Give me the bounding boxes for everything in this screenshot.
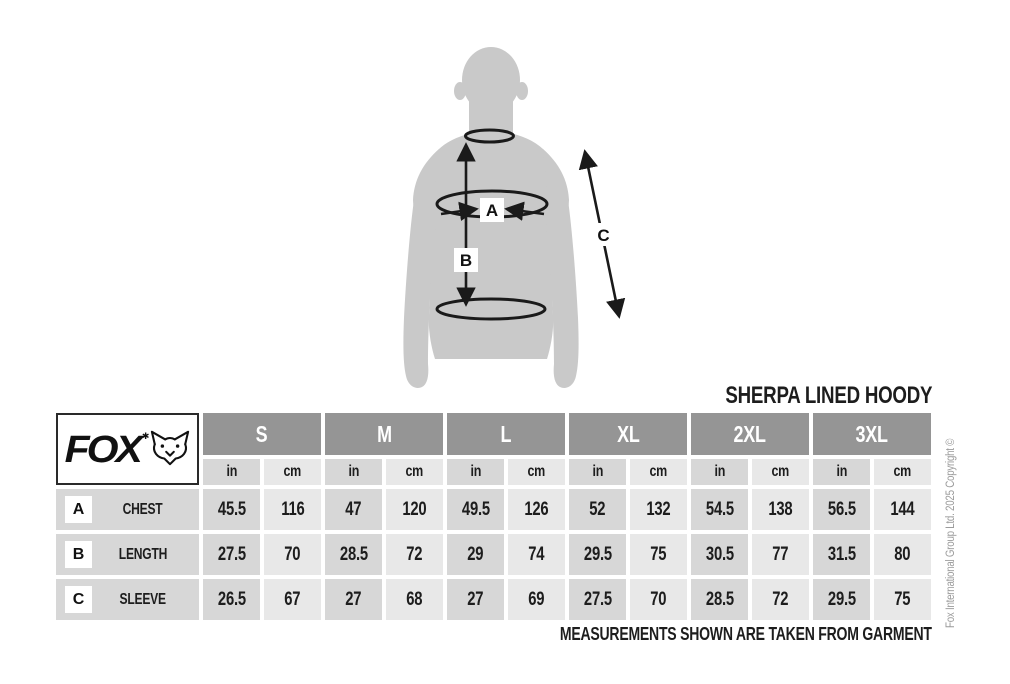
cell-sleeve-s-in: 26.5 [203,579,260,620]
cell-sleeve-3xl-cm: 75 [874,579,931,620]
row-label-length: B LENGTH [56,534,199,575]
trademark-mark: ✱ [141,431,150,441]
unit-header-in: in [691,459,748,485]
cell-chest-s-in: 45.5 [203,489,260,530]
cell-sleeve-xl-in: 27.5 [569,579,626,620]
cell-sleeve-m-cm: 68 [386,579,443,620]
cell-length-m-cm: 72 [386,534,443,575]
cell-chest-2xl-cm: 138 [752,489,809,530]
cell-chest-xl-in: 52 [569,489,626,530]
unit-header-in: in [569,459,626,485]
cell-length-s-cm: 70 [264,534,321,575]
cell-sleeve-2xl-cm: 72 [752,579,809,620]
cell-length-l-cm: 74 [508,534,565,575]
body-measurement-diagram [388,28,648,400]
measurement-note: MEASUREMENTS SHOWN ARE TAKEN FROM GARMENT [560,624,932,644]
cell-chest-3xl-in: 56.5 [813,489,870,530]
cell-sleeve-xl-cm: 70 [630,579,687,620]
size-header-2xl: 2XL [691,413,809,455]
row-letter-c: C [65,586,92,613]
cell-sleeve-s-cm: 67 [264,579,321,620]
cell-length-l-in: 29 [447,534,504,575]
unit-header-in: in [813,459,870,485]
unit-header-cm: cm [508,459,565,485]
unit-header-in: in [203,459,260,485]
cell-length-3xl-in: 31.5 [813,534,870,575]
cell-chest-m-in: 47 [325,489,382,530]
size-header-s: S [203,413,321,455]
cell-chest-xl-cm: 132 [630,489,687,530]
size-chart [56,413,931,620]
cell-length-3xl-cm: 80 [874,534,931,575]
cell-chest-m-cm: 120 [386,489,443,530]
cell-length-2xl-cm: 77 [752,534,809,575]
cell-chest-l-cm: 126 [508,489,565,530]
label-a: A [485,201,499,220]
size-header-m: M [325,413,443,455]
label-b: B [459,251,473,270]
fox-wordmark: FOX [64,427,140,471]
unit-header-cm: cm [630,459,687,485]
cell-chest-2xl-in: 54.5 [691,489,748,530]
cell-chest-s-cm: 116 [264,489,321,530]
fox-logo [56,413,199,485]
fox-head-icon [150,429,190,467]
unit-header-cm: cm [386,459,443,485]
cell-sleeve-m-in: 27 [325,579,382,620]
cell-chest-l-in: 49.5 [447,489,504,530]
cell-length-2xl-in: 30.5 [691,534,748,575]
size-header-xl: XL [569,413,687,455]
row-letter-a: A [65,496,92,523]
unit-header-cm: cm [874,459,931,485]
product-title: SHERPA LINED HOODY [725,382,932,409]
copyright-text: Fox International Group Ltd. 2025 Copyright © [945,438,957,628]
row-letter-b: B [65,541,92,568]
cell-length-xl-in: 29.5 [569,534,626,575]
unit-header-cm: cm [752,459,809,485]
cell-length-xl-cm: 75 [630,534,687,575]
size-header-3xl: 3XL [813,413,931,455]
unit-header-cm: cm [264,459,321,485]
cell-length-m-in: 28.5 [325,534,382,575]
unit-header-in: in [447,459,504,485]
cell-sleeve-2xl-in: 28.5 [691,579,748,620]
cell-sleeve-l-in: 27 [447,579,504,620]
cell-length-s-in: 27.5 [203,534,260,575]
cell-sleeve-3xl-in: 29.5 [813,579,870,620]
fox-logo-lockup [65,429,191,469]
cell-chest-3xl-cm: 144 [874,489,931,530]
row-label-sleeve: C SLEEVE [56,579,199,620]
size-header-l: L [447,413,565,455]
label-c: C [597,226,610,245]
cell-sleeve-l-cm: 69 [508,579,565,620]
row-label-chest: A CHEST [56,489,199,530]
unit-header-in: in [325,459,382,485]
